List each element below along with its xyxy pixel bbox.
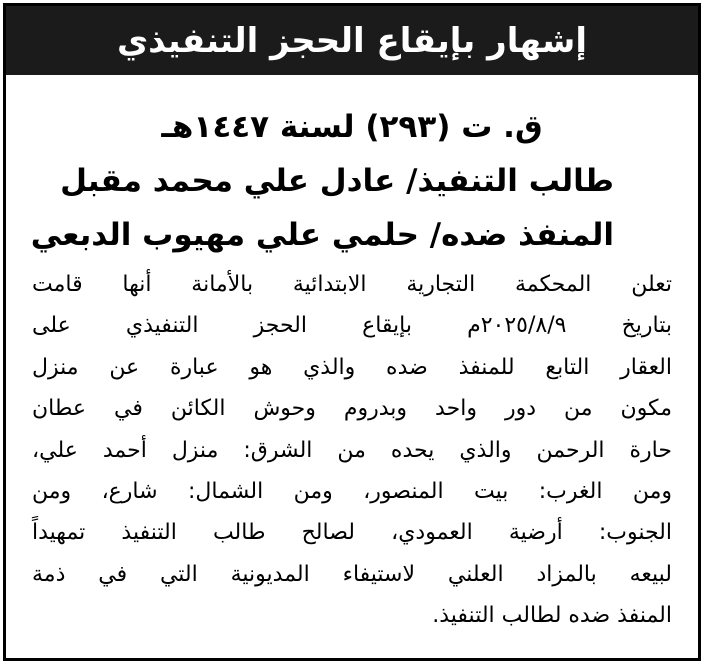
notice-title: إشهار بإيقاع الحجز التنفيذي: [116, 20, 588, 61]
body-line: تعلن المحكمة التجارية الابتدائية بالأمانة أنها قامت: [32, 272, 672, 297]
body-line: مكون من دور واحد وبدروم وحوش الكائن في عطان: [32, 396, 672, 422]
notice-body: [32, 264, 672, 637]
case-number: ق. ت (٢٩٣) لسنة ١٤٤٧هـ: [161, 109, 543, 145]
body-line: بتاريخ ٢٠٢٥/٨/٩م بإيقاع الحجز التنفيذي على: [32, 313, 672, 339]
body-line: حارة الرحمن والذي يحده من الشرق: منزل أحمد علي،: [32, 437, 672, 463]
body-line: المنفذ ضده لطالب التنفيذ.: [432, 603, 672, 629]
notice-frame: [3, 3, 701, 661]
body-line: الجنوب: أرضية العمودي، لصالح طالب التنفيذ تمهيداً: [32, 520, 672, 546]
respondent-line: المنفذ ضده/ حلمي علي مهيوب الدبعي: [30, 217, 614, 253]
body-line: لبيعه بالمزاد العلني لاستيفاء المديونية التي في ذمة: [32, 561, 672, 587]
case-headings: [6, 100, 698, 262]
title-banner: [6, 6, 698, 75]
body-line: ومن الغرب: بيت المنصور، ومن الشمال: شارع، ومن: [32, 479, 672, 505]
body-line: العقار التابع للمنفذ ضده والذي هو عبارة عن منزل: [32, 354, 672, 380]
applicant-line: طالب التنفيذ/ عادل علي محمد مقبل: [60, 163, 614, 199]
